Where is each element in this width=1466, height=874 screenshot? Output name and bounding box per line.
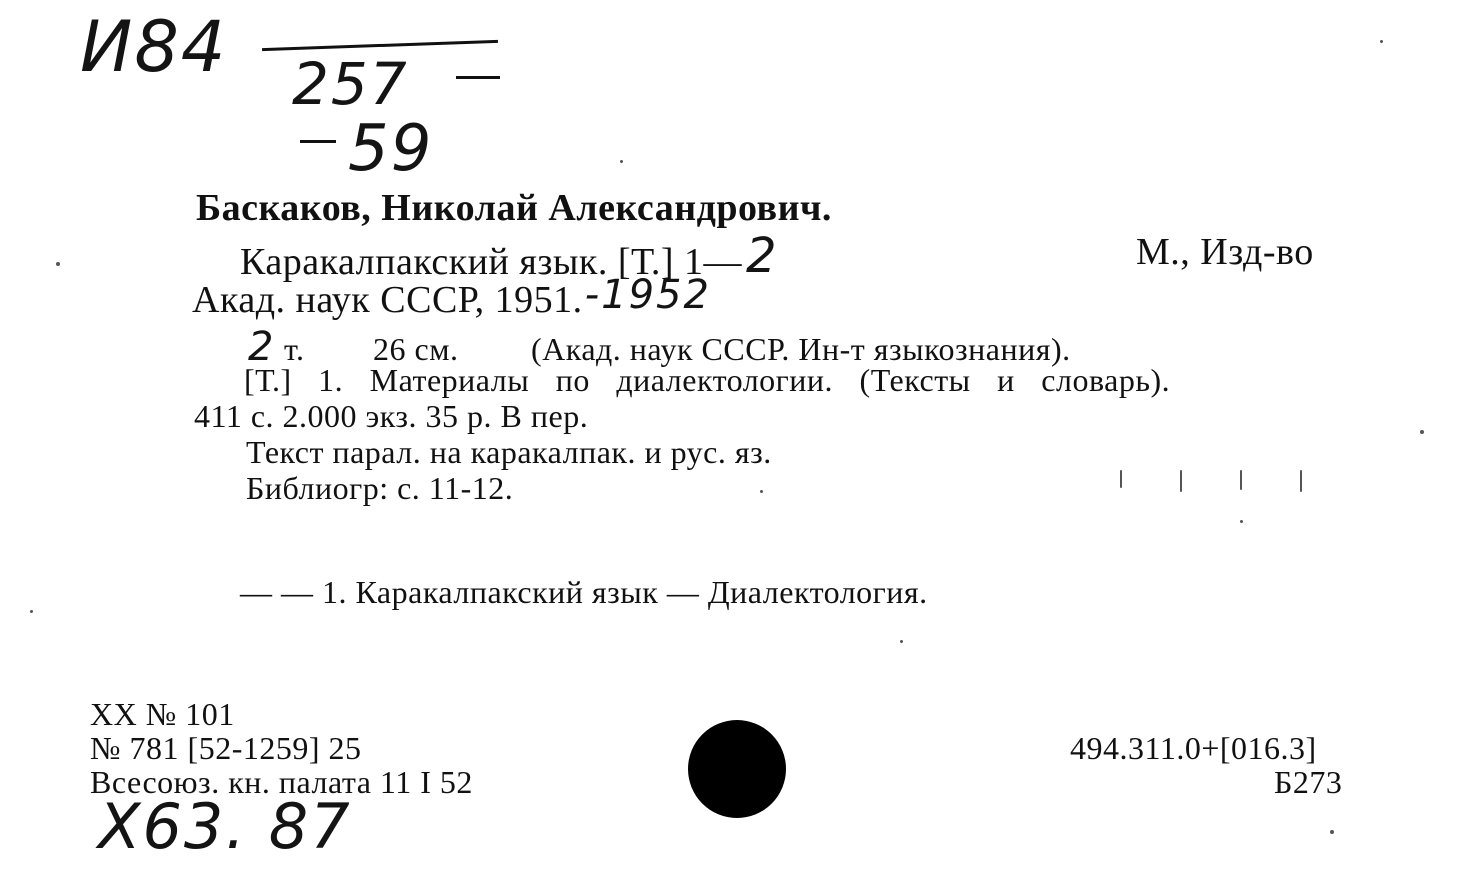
scan-speck <box>1240 520 1243 523</box>
handwritten-year-end: -1952 <box>584 272 711 318</box>
udc-classification: 494.311.0+[016.3] <box>1070 730 1317 766</box>
volume-1-line: [Т.] 1. Материалы по диалектологии. (Тексты и словарь). <box>244 362 1171 398</box>
scan-speck <box>30 610 33 613</box>
scan-speck <box>760 490 763 493</box>
handwritten-bottom-code: Х63. 87 <box>98 790 352 863</box>
handwritten-dash <box>300 140 336 143</box>
card-number: № 781 [52-1259] 25 <box>90 730 362 766</box>
handwritten-dash <box>456 76 500 79</box>
scan-speck <box>900 640 903 643</box>
scan-speck <box>620 160 623 163</box>
handwritten-fraction-denominator: 59 <box>348 112 434 186</box>
size: 26 см. <box>373 331 459 367</box>
scan-speck <box>56 262 60 266</box>
publication-text: Акад. наук СССР, 1951. <box>192 279 583 321</box>
scan-speck <box>1240 470 1242 490</box>
handwritten-volume-count: 2 <box>746 228 779 284</box>
publication-line <box>192 272 711 322</box>
bibliography-note: Библиогр: с. 11-12. <box>246 470 514 506</box>
handwritten-volume-prefix: 2 <box>248 324 276 370</box>
scan-speck <box>1380 40 1383 43</box>
author-heading: Баскаков, Николай Александрович. <box>196 187 832 229</box>
scan-speck <box>1120 470 1122 488</box>
language-note: Текст парал. на каракалпак. и рус. яз. <box>246 434 772 470</box>
scan-speck <box>1180 470 1182 492</box>
book-chamber: Всесоюз. кн. палата 11 I 52 <box>90 764 473 800</box>
handwritten-fraction-numerator: 257 <box>292 50 409 118</box>
series: (Акад. наук СССР. Ин-т языкознания). <box>530 331 1071 367</box>
scan-speck <box>1420 430 1424 434</box>
scan-speck <box>1300 470 1302 492</box>
scan-speck <box>1330 830 1334 834</box>
cutter-number: Б273 <box>1274 764 1343 800</box>
volumes-label: т. <box>283 331 305 367</box>
publisher: М., Изд-во <box>1136 231 1314 273</box>
volume-1-details: 411 с. 2.000 экз. 35 р. В пер. <box>194 398 589 434</box>
punch-hole <box>688 720 786 818</box>
series-number: XX № 101 <box>90 696 235 732</box>
subject-tracing: — — 1. Каракалпакский язык — Диалектология. <box>240 574 928 610</box>
handwritten-call-number: И84 <box>80 6 228 88</box>
title-text: Каракалпакский язык. [Т.] 1— <box>240 241 743 283</box>
